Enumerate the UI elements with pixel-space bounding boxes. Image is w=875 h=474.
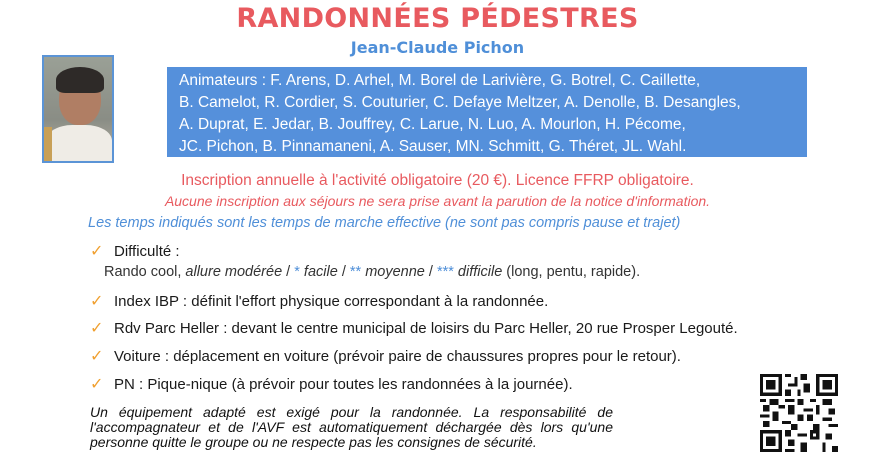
checkmark-icon: ✓ (90, 243, 104, 260)
list-item-text: PN : Pique-nique (à prévoir pour toutes les randonnées à la journée). (114, 376, 573, 393)
separator: / (424, 264, 437, 280)
list-item-text: Voiture : déplacement en voiture (prévoir paire de chaussures propres pour le retour). (114, 348, 681, 365)
checkmark-icon: ✓ (90, 348, 104, 365)
animators-line: Animateurs : F. Arens, D. Arhel, M. Borel de Larivière, G. Botrel, C. Caillette, (179, 72, 701, 89)
list-item-picnic (90, 374, 573, 394)
separator: / (282, 264, 295, 280)
page-title: RANDONNÉES PÉDESTRES (236, 3, 639, 34)
checkmark-icon: ✓ (90, 320, 104, 337)
page-subtitle-author: Jean-Claude Pichon (350, 38, 525, 57)
walking-times-notice: Les temps indiqués sont les temps de marche effective (ne sont pas compris pause et trajet) (88, 215, 681, 231)
list-item-car (90, 346, 681, 366)
animators-box (167, 67, 807, 157)
star-2: ** (349, 264, 362, 280)
list-item-text: Index IBP : définit l'effort physique correspondant à la randonnée. (114, 293, 549, 310)
list-item-difficulty (90, 241, 180, 261)
difficulty-cool-desc: allure modérée (185, 264, 283, 280)
checkmark-icon: ✓ (90, 376, 104, 393)
difficulty-easy: facile (299, 264, 338, 280)
difficulty-hard-detail: (long, pentu, rapide). (502, 264, 641, 280)
animators-line: JC. Pichon, B. Pinnamaneni, A. Sauser, MN. Schmitt, G. Théret, JL. Wahl. (179, 138, 687, 155)
checkmark-icon: ✓ (90, 293, 104, 310)
list-item-text: Rdv Parc Heller : devant le centre municipal de loisirs du Parc Heller, 20 rue Prosper Legouté. (114, 320, 738, 337)
qr-code-icon[interactable] (760, 374, 838, 452)
list-item-ibp (90, 291, 548, 311)
difficulty-levels (104, 264, 640, 280)
animators-line: B. Camelot, R. Cordier, S. Couturier, C. Defaye Meltzer, A. Denolle, B. Desangles, (179, 94, 741, 111)
difficulty-cool: Rando cool, (104, 264, 186, 280)
registration-notice: Inscription annuelle à l'activité obligatoire (20 €). Licence FFRP obligatoire. (181, 172, 694, 189)
safety-disclaimer: Un équipement adapté est exigé pour la randonnée. La responsabilité de l'accompagnateur et de l'AVF est automatiquement déchargée dès lors qu'une personne quitte le groupe ou ne respecte pas les consignes de sécurité. (90, 404, 613, 450)
list-item-meeting-point (90, 318, 738, 338)
difficulty-medium: moyenne (361, 264, 425, 280)
list-item-text: Difficulté : (114, 243, 180, 260)
star-3: *** (436, 264, 454, 280)
photo-hair (56, 67, 104, 93)
animators-line: A. Duprat, E. Jedar, B. Jouffrey, C. Larue, N. Luo, A. Mourlon, H. Pécome, (179, 116, 686, 133)
separator: / (337, 264, 350, 280)
photo-bottle (44, 127, 52, 161)
photo-shirt (46, 125, 112, 163)
stays-notice: Aucune inscription aux séjours ne sera prise avant la parution de la notice d'information. (164, 193, 711, 209)
star-1: * (294, 264, 300, 280)
difficulty-hard: difficile (453, 264, 503, 280)
author-photo (42, 55, 114, 163)
